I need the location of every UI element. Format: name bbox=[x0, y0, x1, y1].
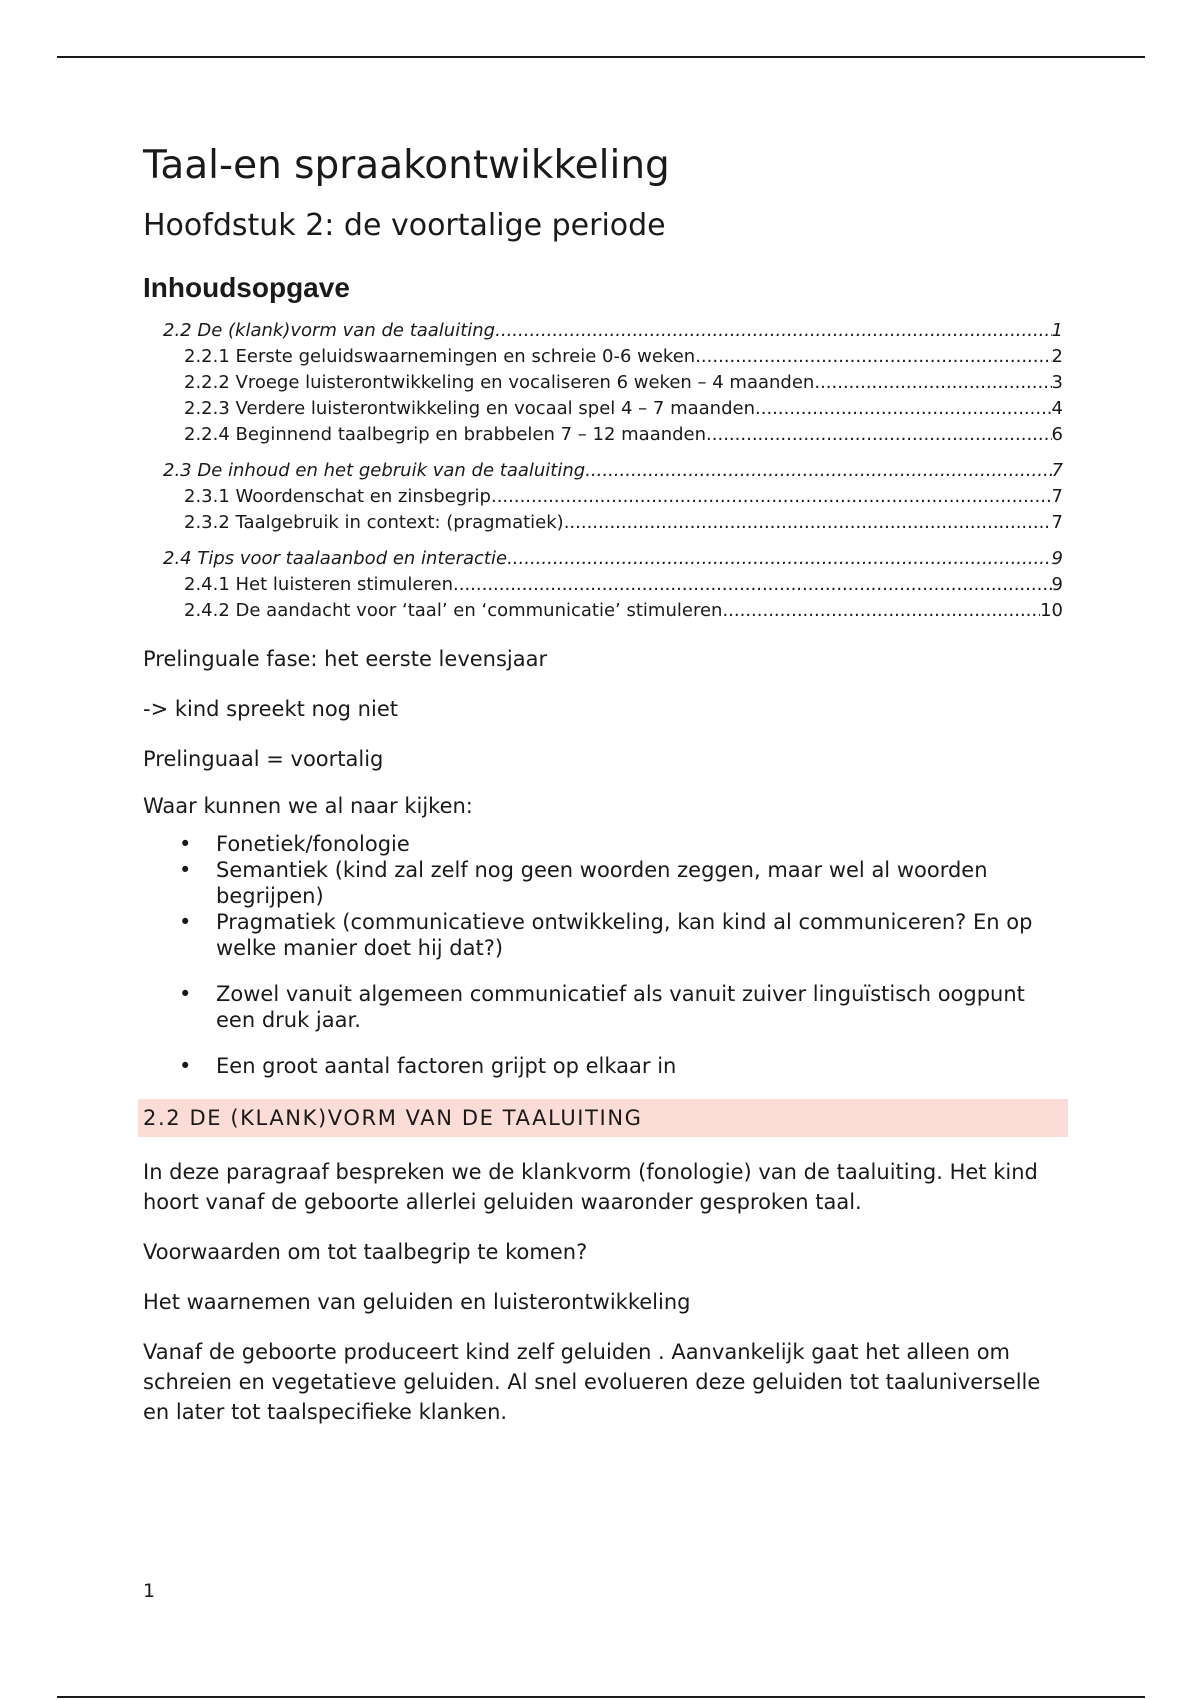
toc-entry-text: 2.2.3 Verdere luisterontwikkeling en vocaal spel 4 – 7 maanden bbox=[184, 398, 755, 419]
list-item-text: Een groot aantal factoren grijpt op elkaar in bbox=[216, 1054, 677, 1078]
document-title: Taal-en spraakontwikkeling bbox=[143, 143, 670, 188]
bullet-icon: • bbox=[179, 910, 192, 934]
bullet-icon: • bbox=[179, 1054, 192, 1078]
toc-leader-dots bbox=[453, 572, 1052, 598]
toc-entry-text: 2.2.2 Vroege luisterontwikkeling en vocaliseren 6 weken – 4 maanden bbox=[184, 372, 815, 393]
toc-entry-page: 2 bbox=[1051, 346, 1063, 367]
table-of-contents bbox=[143, 318, 1063, 624]
toc-entry[interactable] bbox=[143, 422, 1063, 448]
body-paragraph: Het waarnemen van geluiden en luisterontwikkeling bbox=[143, 1290, 691, 1314]
header-rule bbox=[57, 56, 1145, 58]
bullet-icon: • bbox=[179, 982, 192, 1006]
toc-entry[interactable] bbox=[143, 598, 1063, 624]
toc-heading: Inhoudsopgave bbox=[143, 272, 350, 303]
toc-entry-text: 2.3 De inhoud en het gebruik van de taaluiting bbox=[163, 460, 586, 481]
toc-entry-text: 2.4 Tips voor taalaanbod en interactie bbox=[163, 548, 508, 569]
toc-leader-dots bbox=[495, 318, 1051, 344]
toc-entry[interactable] bbox=[143, 344, 1063, 370]
toc-leader-dots bbox=[695, 344, 1051, 370]
toc-leader-dots bbox=[814, 370, 1051, 396]
toc-entry[interactable] bbox=[143, 510, 1063, 536]
toc-entry-text: 2.2 De (klank)vorm van de taaluiting bbox=[163, 320, 496, 341]
toc-entry-page: 4 bbox=[1051, 398, 1063, 419]
toc-entry-page: 7 bbox=[1051, 486, 1063, 507]
intro-paragraph: -> kind spreekt nog niet bbox=[143, 697, 398, 721]
list-item bbox=[143, 981, 1063, 1033]
toc-entry-page: 1 bbox=[1051, 320, 1063, 341]
toc-entry-page: 6 bbox=[1051, 424, 1063, 445]
toc-entry-text: 2.4.2 De aandacht voor ‘taal’ en ‘communicatie’ stimuleren bbox=[184, 600, 723, 621]
document-subtitle: Hoofdstuk 2: de voortalige periode bbox=[143, 208, 666, 243]
toc-leader-dots bbox=[755, 396, 1052, 422]
toc-entry[interactable] bbox=[143, 546, 1063, 572]
body-paragraph: Vanaf de geboorte produceert kind zelf geluiden . Aanvankelijk gaat het alleen om schreien en vegetatieve geluiden. Al snel evolueren deze geluiden tot taaluniverselle en later tot taalspecifieke klanken. bbox=[143, 1340, 1041, 1424]
section-heading: 2.2 DE (KLANK)VORM VAN DE TAALUITING bbox=[138, 1099, 1068, 1137]
toc-entry[interactable] bbox=[143, 396, 1063, 422]
toc-entry[interactable] bbox=[143, 318, 1063, 344]
list-item-text: Zowel vanuit algemeen communicatief als vanuit zuiver linguïstisch oogpunt een druk jaar. bbox=[216, 982, 1025, 1032]
bullet-icon: • bbox=[179, 832, 192, 856]
list-item-text: Pragmatiek (communicatieve ontwikkeling, kan kind al communiceren? En op welke manier doet hij dat?) bbox=[216, 910, 1033, 960]
toc-leader-dots bbox=[491, 484, 1052, 510]
toc-entry-page: 7 bbox=[1051, 512, 1063, 533]
bullet-icon: • bbox=[179, 858, 192, 882]
page-content bbox=[143, 138, 1063, 1427]
toc-entry-text: 2.4.1 Het luisteren stimuleren bbox=[184, 574, 453, 595]
intro-paragraph: Prelinguaal = voortalig bbox=[143, 747, 384, 771]
list-item bbox=[143, 909, 1063, 961]
toc-entry-text: 2.3.2 Taalgebruik in context: (pragmatiek) bbox=[184, 512, 564, 533]
list-item bbox=[143, 1053, 1063, 1079]
toc-entry-text: 2.2.4 Beginnend taalbegrip en brabbelen 7 – 12 maanden bbox=[184, 424, 707, 445]
intro-paragraph: Prelinguale fase: het eerste levensjaar bbox=[143, 647, 548, 671]
toc-entry-page: 9 bbox=[1051, 574, 1063, 595]
toc-entry[interactable] bbox=[143, 458, 1063, 484]
toc-entry-page: 10 bbox=[1040, 600, 1063, 621]
footer-rule bbox=[57, 1696, 1145, 1698]
toc-entry[interactable] bbox=[143, 572, 1063, 598]
page-number: 1 bbox=[143, 1580, 156, 1602]
toc-leader-dots bbox=[706, 422, 1052, 448]
body-paragraph: In deze paragraaf bespreken we de klankvorm (fonologie) van de taaluiting. Het kind hoort vanaf de geboorte allerlei geluiden waaronder gesproken taal. bbox=[143, 1160, 1038, 1214]
toc-entry[interactable] bbox=[143, 370, 1063, 396]
toc-leader-dots bbox=[722, 598, 1040, 624]
list-item-text: Fonetiek/fonologie bbox=[216, 832, 410, 856]
toc-leader-dots bbox=[507, 546, 1051, 572]
toc-entry-page: 3 bbox=[1051, 372, 1063, 393]
list-item bbox=[143, 857, 1063, 909]
toc-entry-page: 9 bbox=[1051, 548, 1063, 569]
toc-leader-dots bbox=[585, 458, 1051, 484]
intro-paragraph: Waar kunnen we al naar kijken: bbox=[143, 794, 473, 818]
toc-entry-text: 2.2.1 Eerste geluidswaarnemingen en schreie 0-6 weken bbox=[184, 346, 696, 367]
list-item-text: Semantiek (kind zal zelf nog geen woorden zeggen, maar wel al woorden begrijpen) bbox=[216, 858, 988, 908]
body-paragraph: Voorwaarden om tot taalbegrip te komen? bbox=[143, 1240, 588, 1264]
toc-entry-page: 7 bbox=[1051, 460, 1063, 481]
list-item bbox=[143, 831, 1063, 857]
toc-leader-dots bbox=[564, 510, 1052, 536]
toc-entry-text: 2.3.1 Woordenschat en zinsbegrip bbox=[184, 486, 491, 507]
toc-entry[interactable] bbox=[143, 484, 1063, 510]
bullet-list bbox=[143, 831, 1063, 1079]
